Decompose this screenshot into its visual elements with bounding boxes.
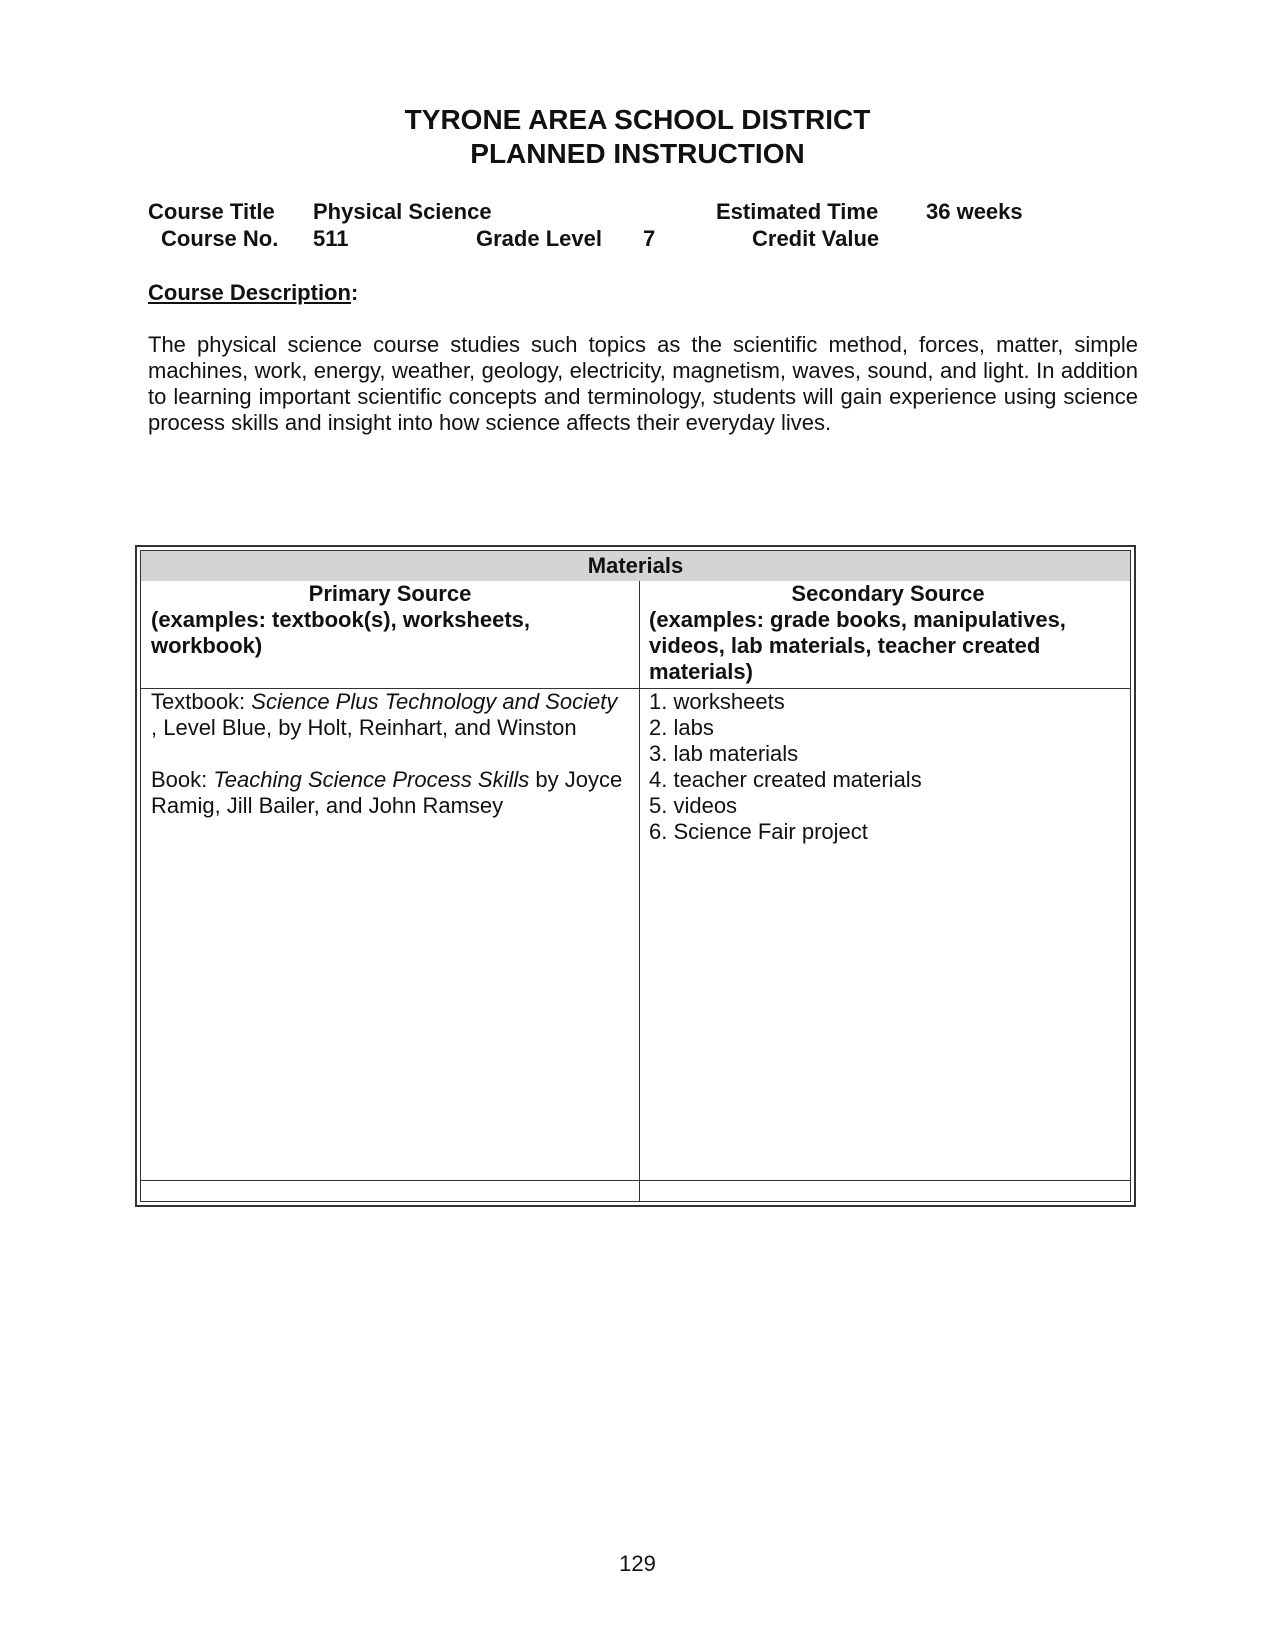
- book-label: Book:: [151, 767, 214, 792]
- textbook-title: Science Plus Technology and Society: [251, 689, 618, 714]
- textbook-details: , Level Blue, by Holt, Reinhart, and Winston: [151, 715, 577, 740]
- secondary-list-item: 5. videos: [649, 793, 738, 818]
- credit-value-label: Credit Value: [752, 226, 880, 251]
- secondary-source-cell: [649, 689, 1127, 845]
- course-description-heading-colon: :: [350, 280, 359, 305]
- secondary-list-item: 6. Science Fair project: [649, 819, 868, 844]
- primary-source-header: [151, 581, 629, 659]
- textbook-label: Textbook:: [151, 689, 252, 714]
- secondary-list-item: 4. teacher created materials: [649, 767, 922, 792]
- course-description-body: The physical science course studies such topics as the scientific method, forces, matter, simple machines, work, energy, weather, geology, electricity, magnetism, waves, sound, and light. In addition to learning important scientific concepts and terminology, students will gain experience using science process skills and insight into how science affects their everyday lives.: [148, 332, 1138, 435]
- page-number: 129: [619, 1551, 656, 1576]
- column-divider: [639, 581, 640, 1201]
- grade-level-value: 7: [643, 226, 656, 251]
- primary-source-examples: (examples: textbook(s), worksheets, workbook): [151, 607, 531, 658]
- course-description-heading-text: Course Description: [148, 280, 351, 305]
- book-title: Teaching Science Process Skills: [213, 767, 530, 792]
- secondary-list-item: 3. lab materials: [649, 741, 799, 766]
- bottom-row-divider: [141, 1180, 1130, 1181]
- book-details: by Joyce Ramig, Jill Bailer, and John Ramsey: [151, 767, 623, 818]
- document-subtitle: PLANNED INSTRUCTION: [470, 138, 805, 169]
- book-entry: [151, 767, 629, 819]
- materials-table-inner: [140, 550, 1131, 1202]
- estimated-time-value: 36 weeks: [926, 199, 1023, 224]
- materials-header: Materials: [141, 551, 1130, 581]
- grade-level-label: Grade Level: [476, 226, 602, 251]
- estimated-time-label: Estimated Time: [716, 199, 879, 224]
- primary-source-cell: [151, 689, 629, 819]
- secondary-list-item: 1. worksheets: [649, 689, 785, 714]
- document-title: [0, 103, 1275, 171]
- secondary-source-examples: (examples: grade books, manipulatives, videos, lab materials, teacher created materials): [649, 607, 1066, 684]
- secondary-source-heading: Secondary Source: [791, 581, 985, 606]
- textbook-entry: [151, 689, 629, 741]
- course-no-value: 511: [313, 226, 349, 251]
- course-title-label: Course Title: [148, 199, 275, 224]
- primary-source-heading: Primary Source: [308, 581, 472, 606]
- secondary-list-item: 2. labs: [649, 715, 714, 740]
- course-no-label: Course No.: [161, 226, 279, 251]
- materials-table: [135, 545, 1136, 1207]
- secondary-source-header: [649, 581, 1127, 685]
- district-name: TYRONE AREA SCHOOL DISTRICT: [404, 104, 871, 135]
- course-description-heading: [148, 280, 358, 306]
- course-title-value: Physical Science: [313, 199, 492, 224]
